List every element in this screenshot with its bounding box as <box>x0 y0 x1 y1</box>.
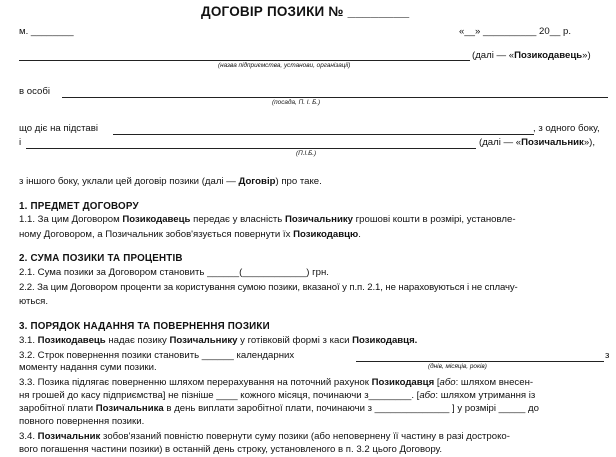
intro-text: з іншого боку, уклали цей договір позики (далі — Договір) про таке. <box>19 176 322 187</box>
term-unit-caption: (днів, місяців, років) <box>428 363 487 370</box>
term-unit-line <box>356 361 604 362</box>
section3-heading: 3. ПОРЯДОК НАДАННЯ ТА ПОВЕРНЕННЯ ПОЗИКИ <box>19 321 270 332</box>
section3-p4-line2: вого погашення частини позики) в останній день строку, установленого в п. 3.2 цього Договору. <box>19 444 443 455</box>
section1-p1-line1: 1.1. За цим Договором Позикодавець передає у власність Позичальнику грошові кошти в розмірі, установле- <box>19 214 516 225</box>
city-field: м. ________ <box>19 26 74 37</box>
representative-line <box>62 97 608 98</box>
section3-p2-line1: 3.2. Строк повернення позики становить ______ календарних <box>19 350 295 361</box>
date-field: «__» __________ 20__ р. <box>459 26 572 37</box>
document-title: ДОГОВІР ПОЗИКИ № ________ <box>201 4 410 19</box>
basis-line <box>113 134 534 135</box>
section3-p3-line1: 3.3. Позика підлягає поверненню шляхом перерахування на поточний рахунок Позикодавця [або: шляхом внесен- <box>19 377 534 388</box>
section3-p3-line4: повного повернення позики. <box>19 416 145 427</box>
section1-p1-line2: ному Договором, а Позичальник зобов'язується повернути їх Позикодавцю. <box>19 229 361 240</box>
section1-heading: 1. ПРЕДМЕТ ДОГОВОРУ <box>19 201 139 212</box>
lender-designation: (далі — «Позикодавець») <box>472 50 591 61</box>
borrower-designation: (далі — «Позичальник»), <box>479 137 596 148</box>
in-person-label: в особі <box>19 86 50 97</box>
borrower-caption: (П.І.Б.) <box>296 150 317 157</box>
section3-p2-line2: моменту надання суми позики. <box>19 362 157 373</box>
borrower-name-line <box>26 148 476 149</box>
section3-p4-line1: 3.4. Позичальник зобов'язаний повністю повернути суму позики (або неповернену її частину в разі достроко- <box>19 431 510 442</box>
representative-caption: (посада, П. І. Б.) <box>272 99 321 106</box>
section2-p1: 2.1. Сума позики за Договором становить ______(____________) грн. <box>19 267 329 278</box>
section3-p2-end: з <box>605 350 610 361</box>
basis-tail: , з одного боку, <box>533 123 600 134</box>
basis-label: що діє на підставі <box>19 123 98 134</box>
section2-p2-line2: ються. <box>19 296 49 307</box>
and-label: і <box>19 137 22 148</box>
lender-name-line <box>19 60 470 61</box>
section2-p2-line1: 2.2. За цим Договором проценти за користування сумою позики, вказаної у п.п. 2.1, не нараховуються і не сплачу- <box>19 282 518 293</box>
section2-heading: 2. СУМА ПОЗИКИ ТА ПРОЦЕНТІВ <box>19 253 183 264</box>
section3-p3-line2: ня грошей до касу підприємства] не пізніше ____ кожного місяця, починаючи з________. [або: шляхом утримання із <box>19 390 536 401</box>
section3-p1: 3.1. Позикодавець надає позику Позичальнику у готівковій формі з каси Позикодавця. <box>19 335 418 346</box>
section3-p3-line3: заробітної плати Позичальника в день виплати заробітної плати, починаючи з ______________ ] у розмірі _____ до <box>19 403 539 414</box>
lender-name-caption: (назва підприємства, установи, організації) <box>218 62 351 69</box>
